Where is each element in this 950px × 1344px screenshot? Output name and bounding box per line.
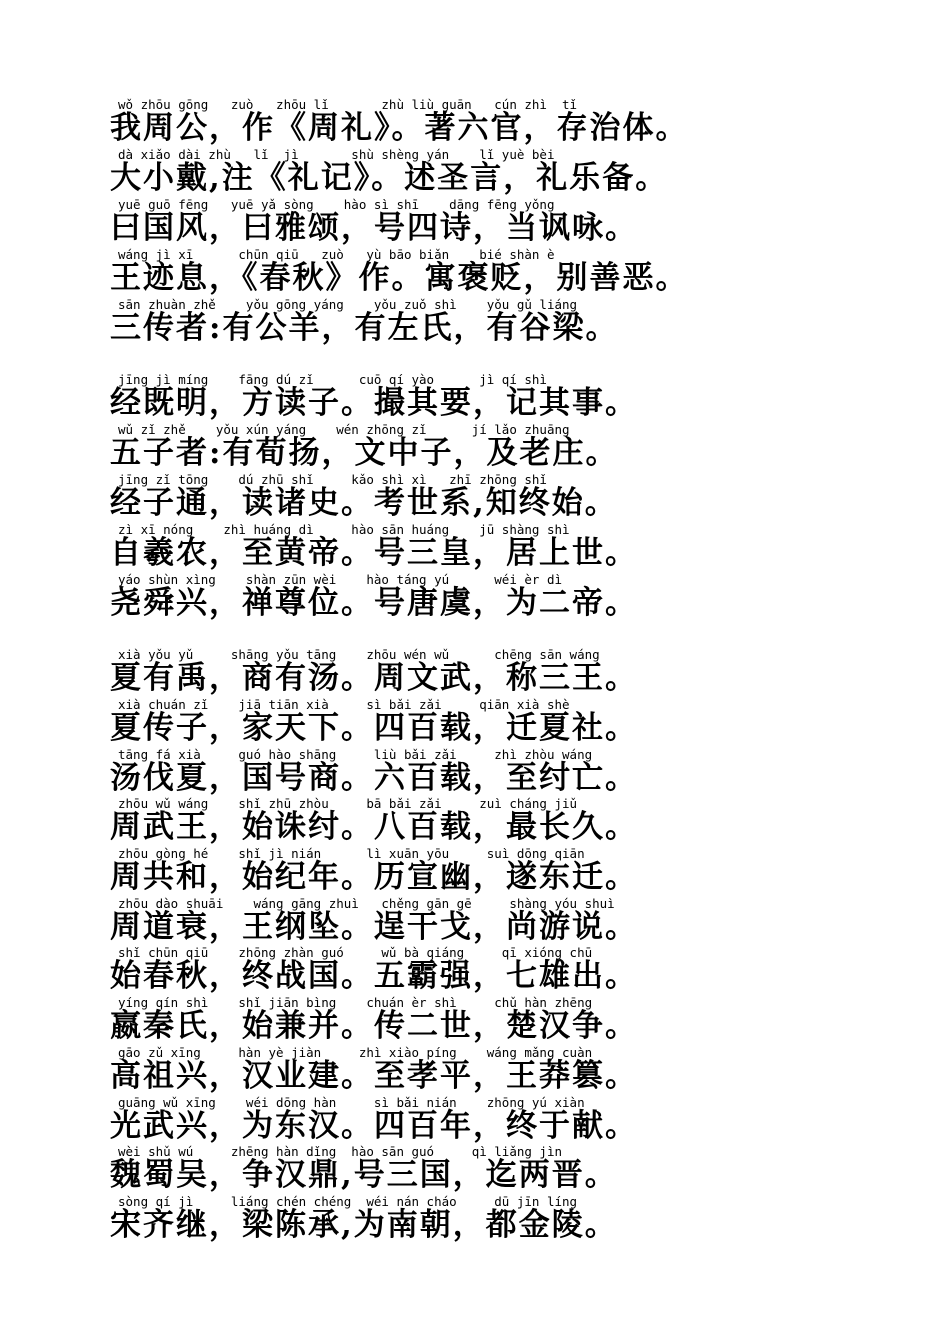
hanzi-text: 始春秋，终战国。五霸强，七雄出。 — [110, 958, 638, 994]
pinyin-text: yíng qín shì shǐ jiān bìng chuán èr shì chǔ hàn zhēng — [118, 995, 593, 1010]
hanzi-text: 宋齐继，梁陈承,为南朝，都金陵。 — [110, 1207, 618, 1243]
hanzi-text: 三传者:有公羊，有左氏，有谷梁。 — [110, 310, 619, 346]
pinyin-text: yuē guō fēng yuē yǎ sòng hào sì shī dāng fēng yǒng — [118, 197, 555, 212]
pinyin-text: zhōu wǔ wáng shǐ zhū zhòu bā bǎi zǎi zuì cháng jiǔ — [118, 796, 578, 811]
verse-line — [110, 946, 910, 996]
verse-line — [110, 897, 910, 947]
verse-line — [110, 1145, 910, 1195]
pinyin-text: dà xiǎo dài zhù lǐ jì shù shèng yán lǐ yuè bèi — [118, 147, 555, 162]
hanzi-text: 周武王，始诛纣。八百载，最长久。 — [110, 809, 638, 845]
verse-line — [110, 423, 910, 473]
verse-line — [110, 1195, 910, 1245]
hanzi-text: 经子通，读诸史。考世系,知终始。 — [110, 485, 618, 521]
pinyin-text: guāng wǔ xīng wéi dōng hàn sì bǎi nián zhōng yú xiàn — [118, 1095, 585, 1110]
hanzi-text: 周共和，始纪年。历宣幽，遂东迁。 — [110, 859, 638, 895]
hanzi-text: 汤伐夏，国号商。六百载，至纣亡。 — [110, 760, 638, 796]
pinyin-text: shǐ chūn qiū zhōng zhàn guó wǔ bà qiáng qī xióng chū — [118, 945, 593, 960]
pinyin-text: sān zhuàn zhě yǒu gōng yáng yǒu zuǒ shì yǒu gǔ liáng — [118, 297, 578, 312]
hanzi-text: 我周公，作《周礼》。著六官，存治体。 — [110, 110, 689, 146]
hanzi-text: 光武兴，为东汉。四百年，终于献。 — [110, 1108, 638, 1144]
hanzi-text: 经既明，方读子。撮其要，记其事。 — [110, 385, 638, 421]
verse-line — [110, 298, 910, 348]
pinyin-text: zhōu gòng hé shǐ jì nián lì xuān yōu suì dōng qiān — [118, 846, 585, 861]
hanzi-text: 周道衰，王纲坠。逞干戈，尚游说。 — [110, 909, 638, 945]
pinyin-text: wáng jì xī chūn qiū zuò yù bāo biǎn bié shàn è — [118, 247, 555, 262]
pinyin-text: sòng qí jì liáng chén chéng wéi nán cháo dū jīn líng — [118, 1194, 578, 1209]
pinyin-text: zhōu dào shuāi wáng gāng zhuì chěng gān gē shàng yóu shuì — [118, 896, 615, 911]
verse-line — [110, 523, 910, 573]
hanzi-text: 尧舜兴，禅尊位。号唐虞，为二帝。 — [110, 585, 638, 621]
hanzi-text: 高祖兴，汉业建。至孝平，王莽篡。 — [110, 1058, 638, 1094]
pinyin-text: gāo zǔ xīng hàn yè jiàn zhì xiào píng wáng mǎng cuàn — [118, 1045, 593, 1060]
verse-line — [110, 473, 910, 523]
pinyin-text: xià chuán zǐ jiā tiān xià sì bǎi zǎi qiān xià shè — [118, 697, 570, 712]
hanzi-text: 曰国风，曰雅颂，号四诗，当讽咏。 — [110, 210, 638, 246]
pinyin-text: wǔ zǐ zhě yǒu xún yáng wén zhōng zǐ jí lǎo zhuāng — [118, 422, 570, 437]
verse-line — [110, 1096, 910, 1146]
pinyin-text: xià yǒu yǔ shāng yǒu tāng zhōu wén wǔ chēng sān wáng — [118, 647, 600, 662]
pinyin-text: jīng zǐ tōng dú zhū shǐ kǎo shì xì zhī zhōng shǐ — [118, 472, 547, 487]
verse-line — [110, 996, 910, 1046]
verse-line — [110, 373, 910, 423]
hanzi-text: 夏传子，家天下。四百载，迁夏社。 — [110, 710, 638, 746]
verse-line — [110, 148, 910, 198]
pinyin-text: jīng jì míng fāng dú zǐ cuō qí yào jì qí shì — [118, 372, 547, 387]
verse-line — [110, 847, 910, 897]
pinyin-text: zì xī nóng zhì huáng dì hào sān huáng jū shàng shì — [118, 522, 570, 537]
hanzi-text: 魏蜀吴，争汉鼎,号三国，迄两晋。 — [110, 1157, 618, 1193]
hanzi-text: 自羲农，至黄帝。号三皇，居上世。 — [110, 535, 638, 571]
pinyin-text: wèi shǔ wú zhēng hàn dǐng hào sān guó qì liǎng jìn — [118, 1144, 563, 1159]
verse-line — [110, 648, 910, 698]
hanzi-text: 五子者:有荀扬，文中子，及老庄。 — [110, 435, 619, 471]
hanzi-text: 嬴秦氏，始兼并。传二世，楚汉争。 — [110, 1008, 638, 1044]
hanzi-text: 大小戴,注《礼记》。述圣言，礼乐备。 — [110, 160, 669, 196]
verse-line — [110, 198, 910, 248]
hanzi-text: 夏有禹，商有汤。周文武，称三王。 — [110, 660, 638, 696]
verse-line — [110, 573, 910, 623]
verse-line — [110, 1046, 910, 1096]
verse-line — [110, 797, 910, 847]
verse-line — [110, 248, 910, 298]
hanzi-text: 王迹息，《春秋》作。寓褒贬，别善恶。 — [110, 260, 689, 296]
verse-line — [110, 698, 910, 748]
pinyin-text: wǒ zhōu gōng zuò zhōu lǐ zhù liù guān cún zhì tǐ — [118, 97, 578, 112]
verse-line — [110, 98, 910, 148]
pinyin-text: yáo shùn xìng shàn zūn wèi hào táng yú wéi èr dì — [118, 572, 563, 587]
pinyin-text: tāng fá xià guó hào shāng liù bǎi zǎi zhì zhòu wáng — [118, 747, 593, 762]
verse-line — [110, 748, 910, 798]
